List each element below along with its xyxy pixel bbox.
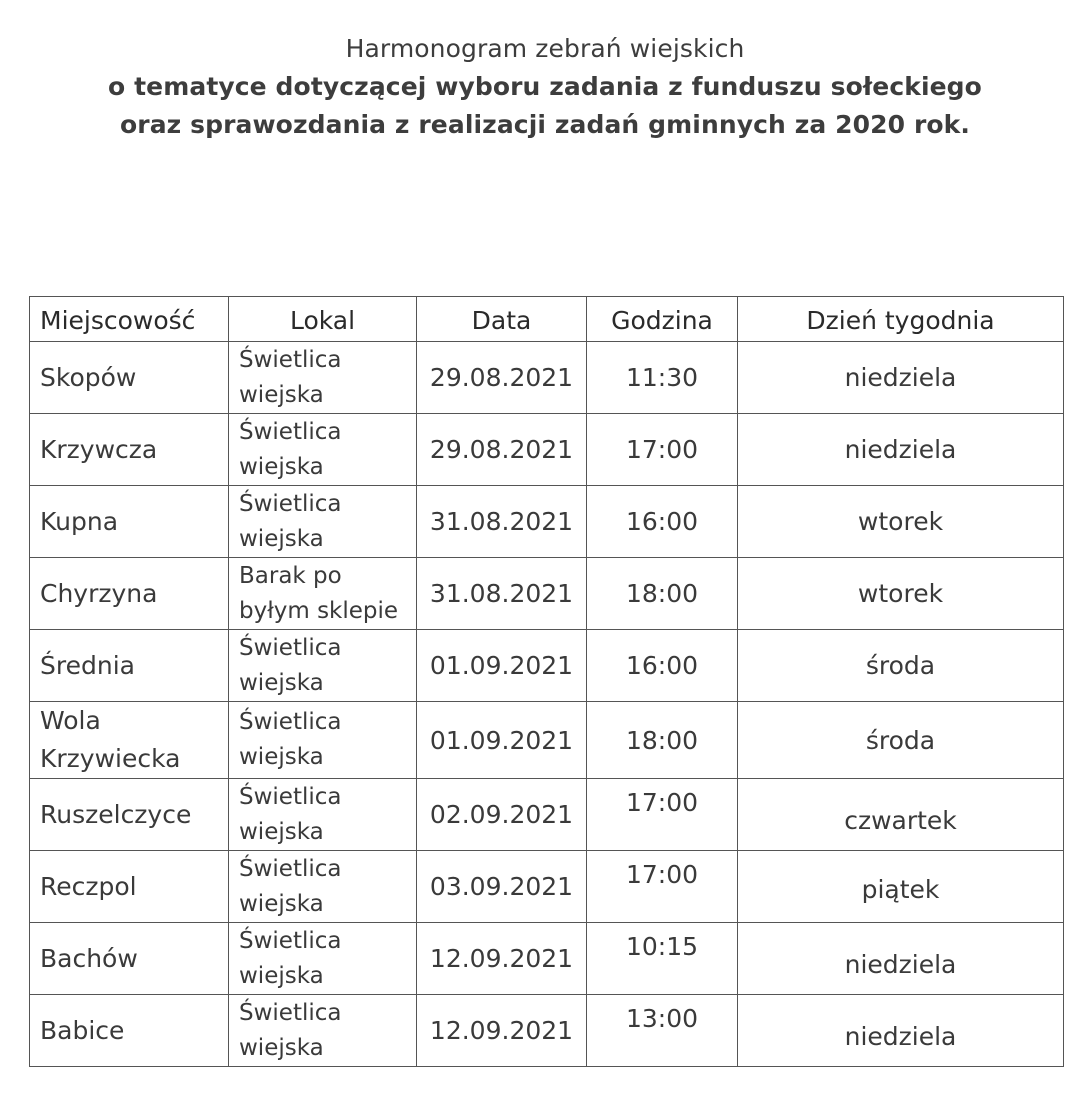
cell-date: 01.09.2021 bbox=[417, 630, 587, 702]
cell-time bbox=[587, 995, 738, 1067]
time-value: 17:00 bbox=[625, 435, 699, 464]
day-value: czwartek bbox=[844, 806, 957, 835]
day-value: niedziela bbox=[844, 1022, 957, 1051]
day-value: wtorek bbox=[857, 507, 944, 536]
cell-date: 12.09.2021 bbox=[417, 995, 587, 1067]
cell-day bbox=[738, 342, 1064, 414]
venue-line-2: wiejska bbox=[239, 890, 324, 917]
cell-day bbox=[738, 923, 1064, 995]
cell-venue bbox=[229, 995, 417, 1067]
venue-line-1: Świetlica bbox=[239, 855, 342, 882]
cell-date: 31.08.2021 bbox=[417, 558, 587, 630]
header-day: Dzień tygodnia bbox=[738, 297, 1064, 342]
cell-place: Krzywcza bbox=[30, 414, 229, 486]
cell-venue bbox=[229, 779, 417, 851]
cell-place: Skopów bbox=[30, 342, 229, 414]
table-row bbox=[30, 342, 1064, 414]
venue-line-2: byłym sklepie bbox=[239, 597, 399, 624]
cell-place: Reczpol bbox=[30, 851, 229, 923]
cell-venue bbox=[229, 702, 417, 779]
header-place: Miejscowość bbox=[30, 297, 229, 342]
day-value: środa bbox=[865, 725, 936, 755]
cell-place: Ruszelczyce bbox=[30, 779, 229, 851]
venue-line-2: wiejska bbox=[239, 525, 324, 552]
venue-line-2: wiejska bbox=[239, 1034, 324, 1061]
day-value: piątek bbox=[861, 875, 940, 904]
cell-day bbox=[738, 779, 1064, 851]
time-value: 18:00 bbox=[625, 725, 699, 755]
table-row bbox=[30, 702, 1064, 779]
cell-day bbox=[738, 414, 1064, 486]
place-line-2: Krzywiecka bbox=[40, 744, 181, 773]
cell-venue bbox=[229, 630, 417, 702]
cell-venue bbox=[229, 414, 417, 486]
venue-line-2: wiejska bbox=[239, 962, 324, 989]
time-value: 10:15 bbox=[625, 932, 699, 961]
cell-day bbox=[738, 702, 1064, 779]
cell-time bbox=[587, 923, 738, 995]
document-title bbox=[0, 30, 1090, 144]
time-value: 13:00 bbox=[625, 1004, 699, 1033]
cell-venue bbox=[229, 342, 417, 414]
venue-line-1: Świetlica bbox=[239, 346, 342, 373]
cell-time bbox=[587, 414, 738, 486]
cell-time bbox=[587, 702, 738, 779]
venue-line-2: wiejska bbox=[239, 453, 324, 480]
header-venue: Lokal bbox=[229, 297, 417, 342]
title-line-2: o tematyce dotyczącej wyboru zadania z funduszu sołeckiego bbox=[108, 72, 982, 101]
cell-day bbox=[738, 630, 1064, 702]
venue-line-1: Świetlica bbox=[239, 783, 342, 810]
cell-date: 01.09.2021 bbox=[417, 702, 587, 779]
cell-venue bbox=[229, 923, 417, 995]
cell-date: 29.08.2021 bbox=[417, 342, 587, 414]
venue-line-1: Świetlica bbox=[239, 709, 342, 735]
meeting-schedule-table bbox=[29, 296, 1064, 1067]
title-line-3: oraz sprawozdania z realizacji zadań gminnych za 2020 rok. bbox=[119, 110, 970, 139]
day-value: niedziela bbox=[844, 363, 957, 392]
cell-date: 29.08.2021 bbox=[417, 414, 587, 486]
title-line-1: Harmonogram zebrań wiejskich bbox=[345, 34, 745, 63]
table-row bbox=[30, 779, 1064, 851]
cell-time bbox=[587, 851, 738, 923]
cell-date: 03.09.2021 bbox=[417, 851, 587, 923]
cell-date: 31.08.2021 bbox=[417, 486, 587, 558]
venue-line-2: wiejska bbox=[239, 818, 324, 845]
cell-time bbox=[587, 342, 738, 414]
cell-place: Kupna bbox=[30, 486, 229, 558]
venue-line-2: wiejska bbox=[239, 669, 324, 696]
cell-day bbox=[738, 851, 1064, 923]
day-value: wtorek bbox=[857, 579, 944, 608]
table-row bbox=[30, 486, 1064, 558]
cell-venue bbox=[229, 558, 417, 630]
time-value: 18:00 bbox=[625, 579, 699, 608]
cell-place bbox=[30, 702, 229, 779]
venue-line-1: Świetlica bbox=[239, 418, 342, 445]
day-value: niedziela bbox=[844, 435, 957, 464]
day-value: środa bbox=[865, 651, 936, 680]
venue-line-1: Świetlica bbox=[239, 634, 342, 661]
cell-venue bbox=[229, 851, 417, 923]
cell-time bbox=[587, 630, 738, 702]
table-row bbox=[30, 558, 1064, 630]
cell-day bbox=[738, 486, 1064, 558]
cell-place: Babice bbox=[30, 995, 229, 1067]
cell-day bbox=[738, 995, 1064, 1067]
table-row bbox=[30, 630, 1064, 702]
cell-time bbox=[587, 558, 738, 630]
day-value: niedziela bbox=[844, 950, 957, 979]
cell-date: 12.09.2021 bbox=[417, 923, 587, 995]
table-row bbox=[30, 414, 1064, 486]
time-value: 16:00 bbox=[625, 651, 699, 680]
time-value: 11:30 bbox=[625, 363, 699, 392]
cell-time bbox=[587, 486, 738, 558]
table-row bbox=[30, 851, 1064, 923]
venue-line-2: wiejska bbox=[239, 744, 324, 770]
venue-line-1: Świetlica bbox=[239, 999, 342, 1026]
venue-line-1: Barak po bbox=[239, 562, 342, 589]
cell-place: Średnia bbox=[30, 630, 229, 702]
cell-venue bbox=[229, 486, 417, 558]
venue-line-1: Świetlica bbox=[239, 490, 342, 517]
time-value: 16:00 bbox=[625, 507, 699, 536]
time-value: 17:00 bbox=[625, 860, 699, 889]
time-value: 17:00 bbox=[625, 788, 699, 817]
cell-date: 02.09.2021 bbox=[417, 779, 587, 851]
table-row bbox=[30, 923, 1064, 995]
place-line-1: Wola bbox=[40, 706, 101, 735]
cell-day bbox=[738, 558, 1064, 630]
table-row bbox=[30, 995, 1064, 1067]
venue-line-1: Świetlica bbox=[239, 927, 342, 954]
header-time: Godzina bbox=[587, 297, 738, 342]
venue-line-2: wiejska bbox=[239, 381, 324, 408]
cell-place: Bachów bbox=[30, 923, 229, 995]
cell-time bbox=[587, 779, 738, 851]
table-header-row bbox=[30, 297, 1064, 342]
header-date: Data bbox=[417, 297, 587, 342]
cell-place: Chyrzyna bbox=[30, 558, 229, 630]
